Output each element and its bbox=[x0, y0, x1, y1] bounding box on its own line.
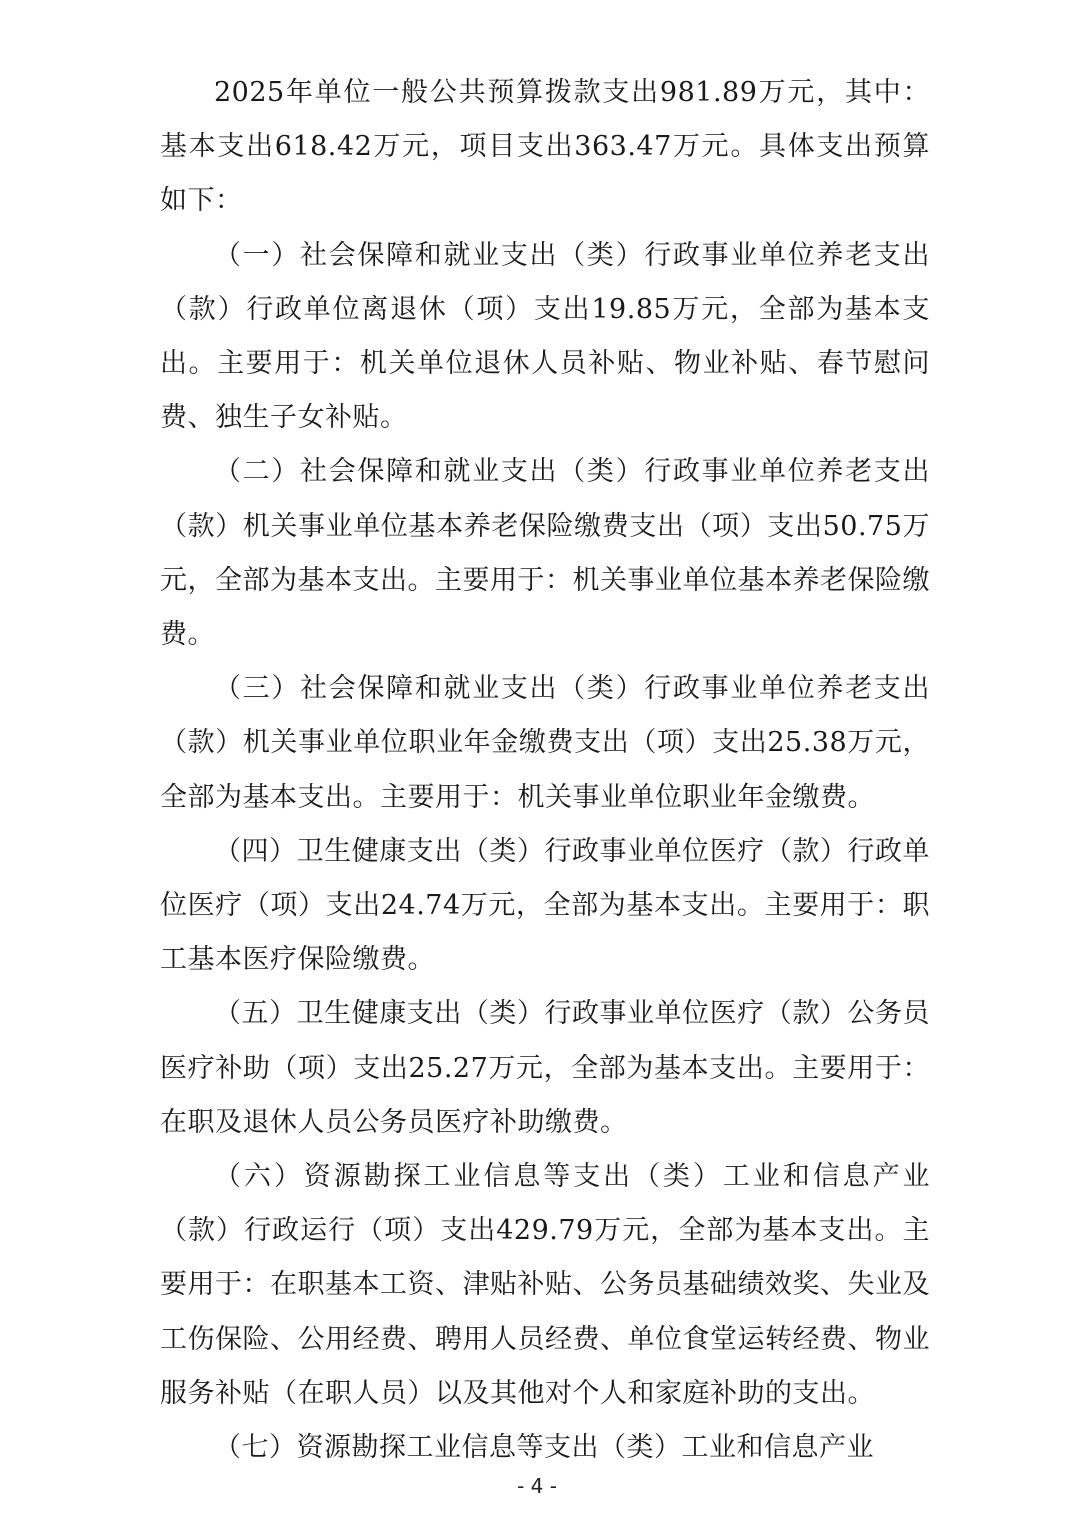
paragraph-item-7: （七）资源勘探工业信息等支出（类）工业和信息产业 bbox=[214, 1432, 874, 1464]
paragraph-item-3: （三）社会保障和就业支出（类）行政事业单位养老支出（款）机关事业单位职业年金缴费支出（项）支出25.38万元，全部为基本支出。主要用于：机关事业单位职业年金缴费。 bbox=[160, 673, 930, 813]
paragraph-budget-summary: 2025年单位一般公共预算拨款支出981.89万元，其中：基本支出618.42万元，项目支出363.47万元。具体支出预算如下： bbox=[160, 77, 930, 217]
paragraph-item-1: （一）社会保障和就业支出（类）行政事业单位养老支出（款）行政单位离退休（项）支出19.85万元，全部为基本支出。主要用于：机关单位退休人员补贴、物业补贴、春节慰问费、独生子女补贴。 bbox=[160, 239, 930, 434]
document-body bbox=[160, 66, 930, 1475]
paragraph-item-6: （六）资源勘探工业信息等支出（类）工业和信息产业（款）行政运行（项）支出429.79万元，全部为基本支出。主要用于：在职基本工资、津贴补贴、公务员基础绩效奖、失业及工伤保险、公用经费、聘用人员经费、单位食堂运转经费、物业服务补贴（在职人员）以及其他对个人和家庭补助的支出。 bbox=[160, 1161, 930, 1409]
paragraph-item-5: （五）卫生健康支出（类）行政事业单位医疗（款）公务员医疗补助（项）支出25.27万元，全部为基本支出。主要用于：在职及退休人员公务员医疗补助缴费。 bbox=[160, 998, 930, 1138]
page-number: - 4 - bbox=[517, 1474, 557, 1498]
paragraph-item-4: （四）卫生健康支出（类）行政事业单位医疗（款）行政单位医疗（项）支出24.74万元，全部为基本支出。主要用于：职工基本医疗保险缴费。 bbox=[160, 835, 930, 976]
paragraph-item-2: （二）社会保障和就业支出（类）行政事业单位养老支出（款）机关事业单位基本养老保险缴费支出（项）支出50.75万元，全部为基本支出。主要用于：机关事业单位基本养老保险缴费。 bbox=[160, 456, 930, 651]
